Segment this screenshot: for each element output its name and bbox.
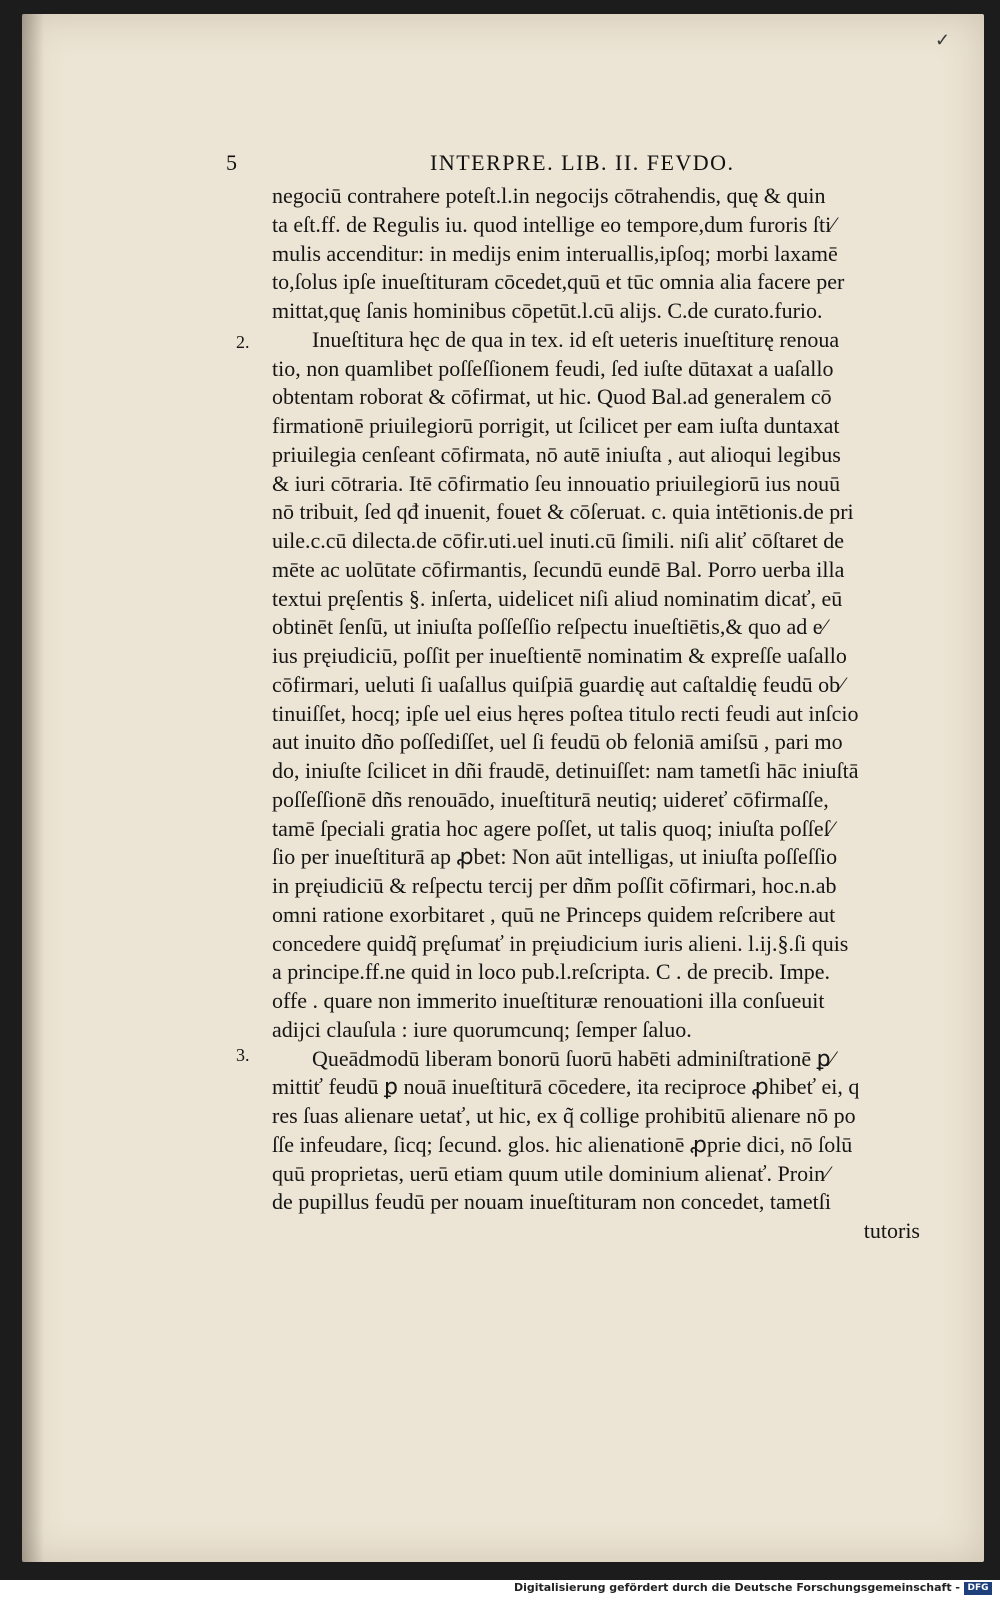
text-line: omni ratione exorbitaret , quū ne Princeps quidem reſcribere aut <box>272 901 836 927</box>
text-line: do, iniuſte ſcilicet in dñi fraudē, detinuiſſet: nam tametſi hāc iniuſtā <box>272 758 859 783</box>
text-line: aut inuito dño poſſediſſet, uel ſi feudū ob feloniā amiſsū , pari mo <box>272 729 843 755</box>
text-line: nō tribuit, ſed qđ inuenit, fouet & cōſeruat. c. quia intētionis.de pri <box>272 499 854 525</box>
text-line: mittat,quę ſanis hominibus cōpetūt.l.cū alijs. C.de curato.furio. <box>272 298 823 323</box>
text-line: uile.c.cū dilecta.de cōfir.uti.uel inuti.cū ſimili. niſi aliť cōſtaret de <box>272 528 845 553</box>
paragraph-number-2: 2. <box>236 332 250 352</box>
text-line: priuilegia cenſeant cōfirmata, nō autē iniuſta , aut alioqui legibus <box>272 441 841 467</box>
text-line: adijci clauſula : iure quorumcunq; ſemper ſaluo. <box>272 1016 692 1042</box>
funding-credit: Digitalisierung gefördert durch die Deutsche Forschungsgemeinschaft - <box>513 1581 960 1594</box>
running-title: INTERPRE. LIB. II. FEVDO. <box>430 150 735 175</box>
text-line: offe . quare non immerito inueſtituræ renouationi illa conſueuit <box>272 988 825 1013</box>
text-line: mēte ac uolūtate cōfirmantis, ſecundū eundē Bal. Porro uerba illa <box>272 556 845 582</box>
text-line: ſio per inueſtiturā ap ꝓbet: Non aūt intelligas, ut iniuſta poſſeſſio <box>272 844 838 870</box>
paragraph-number-3: 3. <box>236 1045 250 1065</box>
text-line: in pręiudiciū & reſpectu tercij per dñm poſſit cōfirmari, hoc.n.ab <box>272 873 837 898</box>
text-line: & iuri cōtraria. Itē cōfirmatio ſeu innouatio priuilegiorū ius nouū <box>272 470 841 496</box>
text-line: obtinēt ſenſū, ut iniuſta poſſeſſio reſpectu inueſtiētis,& quo ad e⁄ <box>272 614 827 640</box>
page-number: 5 <box>226 150 237 175</box>
text-line: firmationē priuilegiorū porrigit, ut ſcilicet per eam iuſta duntaxat <box>272 413 840 438</box>
page-gutter-shadow <box>22 14 44 1562</box>
text-line: quū proprietas, uerū etiam quum utile dominium alienať. Proin⁄ <box>272 1160 829 1186</box>
text-line: to,ſolus ipſe inueſtituram cōcedet,quū et tūc omnia alia facere per <box>272 269 845 295</box>
text-line: ſſe infeudare, ſicq; ſecund. glos. hic alienationē ꝓprie dici, nō ſolū <box>272 1131 853 1157</box>
text-line: poſſeſſionē dñs renouādo, inueſtiturā neutiq; uidereť cōfirmaſſe, <box>272 786 829 812</box>
text-line: ius pręiudiciū, poſſit per inueſtientē nominatim & expreſſe uaſallo <box>272 643 847 668</box>
text-line: de pupillus feudū per nouam inueſtituram non concedet, tametſi <box>272 1189 832 1215</box>
text-line: ta eſt.ff. de Regulis iu. quod intellige eo tempore,dum furoris ſti⁄ <box>272 211 835 237</box>
text-line: textui pręſentis §. inſerta, uidelicet niſi aliud nominatim dicať, eū <box>272 585 843 611</box>
text-line: a principe.ff.ne quid in loco pub.l.reſcripta. C . de precib. Impe. <box>272 959 830 985</box>
text-line: obtentam roborat & cōfirmat, ut hic. Quod Bal.ad generalem cō <box>272 384 832 410</box>
catchword: tutoris <box>863 1218 920 1243</box>
body-text <box>272 182 932 1246</box>
text-line: res ſuas alienare uetať, ut hic, ex q̃ collige prohibitū alienare nō po <box>272 1103 856 1128</box>
corner-check-mark: ✓ <box>935 30 951 51</box>
text-line: cōfirmari, ueluti ſi uaſallus quiſpiā guardię aut caſtaldię feudū ob⁄ <box>272 671 844 697</box>
text-line: mulis accenditur: in medijs enim interuallis,ipſoq; morbi laxamē <box>272 240 838 266</box>
text-line: tamē ſpeciali gratia hoc agere poſſet, ut talis quoq; iniuſta poſſeſ⁄ <box>272 815 834 841</box>
text-line: concedere quidq̃ pręſumať in pręiudicium iuris alieni. l.ij.§.ſi quis <box>272 930 849 956</box>
text-line: negociū contrahere poteſt.l.in negocijs cōtrahendis, quę & quin <box>272 183 826 208</box>
text-line: Queādmodū liberam bonorū ſuorū habēti adminiſtrationē ꝑ⁄ <box>312 1045 835 1071</box>
text-line: Inueſtitura hęc de qua in tex. id eſt ueteris inueſtiturę renoua <box>312 326 840 352</box>
dfg-logo: DFG <box>964 1582 992 1595</box>
text-line: tio, non quamlibet poſſeſſionem feudi, ſed iuſte dūtaxat a uaſallo <box>272 355 834 381</box>
text-line: mittiť feudū ꝑ nouā inueſtiturā cōcedere, ita reciproce ꝓhibeť ei, q <box>272 1074 860 1100</box>
text-line: tinuiſſet, hocq; ipſe uel eius hęres poſtea titulo recti feudi aut inſcio <box>272 700 859 726</box>
